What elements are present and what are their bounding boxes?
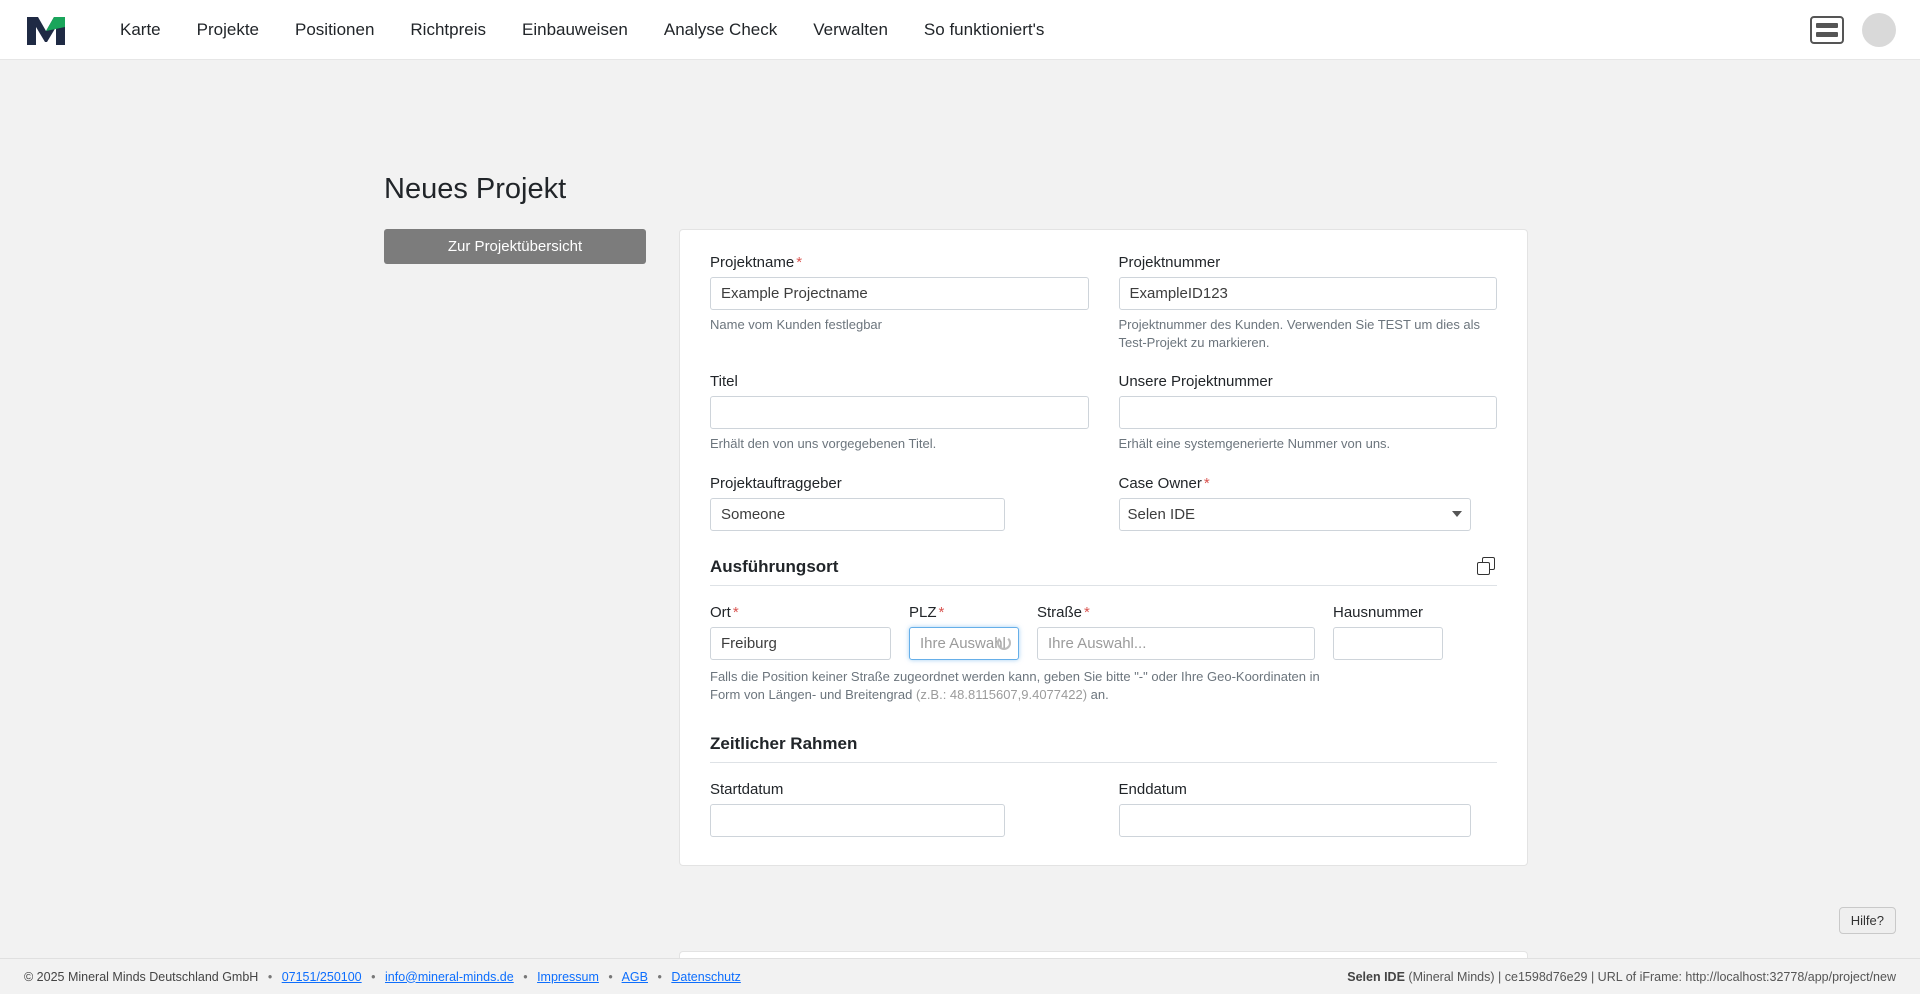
case-owner-select[interactable] <box>1119 498 1471 531</box>
field-projektauftraggeber <box>710 475 1089 531</box>
label-projektname <box>710 254 1089 271</box>
strasse-input[interactable] <box>1037 627 1315 660</box>
form-row-titel-unsere <box>710 373 1497 453</box>
field-projektname <box>710 254 1089 351</box>
nav-item-verwalten[interactable]: Verwalten <box>813 19 888 39</box>
unsere-projektnummer-hint: Erhält eine systemgenerierte Nummer von uns. <box>1118 436 1391 452</box>
help-button[interactable]: Hilfe? <box>1839 907 1896 934</box>
section-title-zeitlicher-rahmen: Zeitlicher Rahmen <box>710 734 1497 763</box>
nav-right-actions <box>1810 0 1896 60</box>
label-strasse <box>1037 604 1315 621</box>
field-titel <box>710 373 1089 453</box>
label-text: Ort <box>710 603 731 621</box>
required-marker: * <box>1084 603 1090 621</box>
form-row-name-number <box>710 254 1497 351</box>
avatar[interactable] <box>1862 13 1896 47</box>
nav-item-richtpreis[interactable]: Richtpreis <box>410 19 486 39</box>
enddatum-input[interactable] <box>1119 804 1471 837</box>
required-marker: * <box>938 603 945 621</box>
footer-phone-link[interactable]: 07151/250100 <box>281 969 362 984</box>
unsere-projektnummer-input[interactable] <box>1119 396 1498 429</box>
field-projektnummer <box>1119 254 1498 351</box>
ort-input[interactable] <box>710 627 891 660</box>
footer-user: Selen IDE <box>1347 969 1405 984</box>
nav-item-analyse-check[interactable]: Analyse Check <box>663 19 778 39</box>
label-text: Case Owner <box>1118 474 1202 492</box>
label-case-owner <box>1119 475 1498 492</box>
projektnummer-hint: Projektnummer des Kunden. Verwenden Sie TEST um dies als Test-Projekt zu markieren. <box>1118 317 1481 350</box>
label-text: Projektname <box>710 254 795 271</box>
loading-spinner-icon <box>997 636 1011 650</box>
label-ort <box>710 604 891 621</box>
case-owner-select-wrap <box>1119 498 1471 531</box>
titel-input[interactable] <box>710 396 1089 429</box>
form-row-dates <box>710 781 1497 837</box>
form-row-address <box>710 604 1497 660</box>
form-row-auftraggeber-owner <box>710 475 1497 531</box>
nav-links <box>102 12 1062 48</box>
footer-sep: • <box>523 969 528 984</box>
footer-email-link[interactable]: info@mineral-minds.de <box>385 969 514 984</box>
field-case-owner <box>1119 475 1498 531</box>
project-form-card <box>679 229 1528 866</box>
footer-right <box>1347 970 1896 984</box>
label-startdatum: Startdatum <box>710 781 784 799</box>
label-projektnummer: Projektnummer <box>1118 254 1221 271</box>
field-hausnummer <box>1333 604 1443 660</box>
titel-hint: Erhält den von uns vorgegebenen Titel. <box>710 436 937 452</box>
required-marker: * <box>796 254 803 271</box>
footer-datenschutz-link[interactable]: Datenschutz <box>671 969 741 984</box>
field-ort <box>710 604 891 660</box>
footer-org: (Mineral Minds) <box>1408 969 1495 984</box>
address-hint-main: Falls die Position keiner Straße zugeordnet werden kann, geben Sie bitte "-" oder Ihre Geo-Koordinaten in Form von Längen- und Breitengrad <box>710 668 1320 702</box>
footer-session-info: | ce1598d76e29 | URL of iFrame: http://localhost:32778/app/project/new <box>1498 969 1896 984</box>
footer-sep: • <box>371 969 376 984</box>
label-text: PLZ <box>909 603 937 621</box>
label-hausnummer: Hausnummer <box>1333 603 1424 621</box>
nav-item-positionen[interactable]: Positionen <box>295 19 375 39</box>
address-hint-example: (z.B.: 48.8115607,9.4077422) <box>915 686 1088 702</box>
page-title: Neues Projekt <box>384 173 567 205</box>
startdatum-input[interactable] <box>710 804 1005 837</box>
address-hint-end: an. <box>1090 686 1109 702</box>
nav-item-einbauweisen[interactable]: Einbauweisen <box>522 19 628 39</box>
hausnummer-input[interactable] <box>1333 627 1443 660</box>
required-marker: * <box>732 603 739 621</box>
footer-impressum-link[interactable]: Impressum <box>537 969 599 984</box>
copy-icon[interactable] <box>1477 557 1497 577</box>
label-plz <box>909 604 1019 621</box>
nav-item-so-funktionierts[interactable]: So funktioniert's <box>923 19 1045 39</box>
server-icon[interactable] <box>1810 16 1844 44</box>
footer-copyright: © 2025 Mineral Minds Deutschland GmbH <box>24 969 259 984</box>
projektnummer-input[interactable] <box>1119 277 1498 310</box>
footer-agb-link[interactable]: AGB <box>621 969 648 984</box>
projektname-hint: Name vom Kunden festlegbar <box>710 317 882 332</box>
label-unsere-projektnummer: Unsere Projektnummer <box>1118 373 1273 391</box>
top-navbar <box>0 0 1920 60</box>
footer-sep: • <box>267 969 273 984</box>
section-ausfuehrungsort-header <box>710 557 1497 586</box>
plz-input-wrap <box>909 627 1019 660</box>
footer-left <box>24 970 741 984</box>
field-plz <box>909 604 1019 660</box>
label-enddatum: Enddatum <box>1118 781 1187 799</box>
footer-sep: • <box>608 969 613 984</box>
field-enddatum <box>1119 781 1498 837</box>
footer <box>0 958 1920 994</box>
label-text: Straße <box>1037 603 1083 621</box>
app-logo[interactable] <box>24 10 68 50</box>
field-startdatum <box>710 781 1089 837</box>
field-unsere-projektnummer <box>1119 373 1498 453</box>
field-strasse <box>1037 604 1315 660</box>
projektname-input[interactable] <box>710 277 1089 310</box>
label-titel: Titel <box>710 373 738 391</box>
page-content <box>0 60 1920 994</box>
projektauftraggeber-input[interactable] <box>710 498 1005 531</box>
required-marker: * <box>1203 474 1210 492</box>
section-title-ausfuehrungsort: Ausführungsort <box>710 556 839 576</box>
address-hint <box>710 668 1350 704</box>
label-projektauftraggeber: Projektauftraggeber <box>710 474 842 492</box>
footer-sep: • <box>657 969 662 984</box>
project-overview-button[interactable]: Zur Projektübersicht <box>384 229 646 264</box>
nav-item-projekte[interactable]: Projekte <box>196 19 260 39</box>
nav-item-karte[interactable]: Karte <box>120 19 161 39</box>
